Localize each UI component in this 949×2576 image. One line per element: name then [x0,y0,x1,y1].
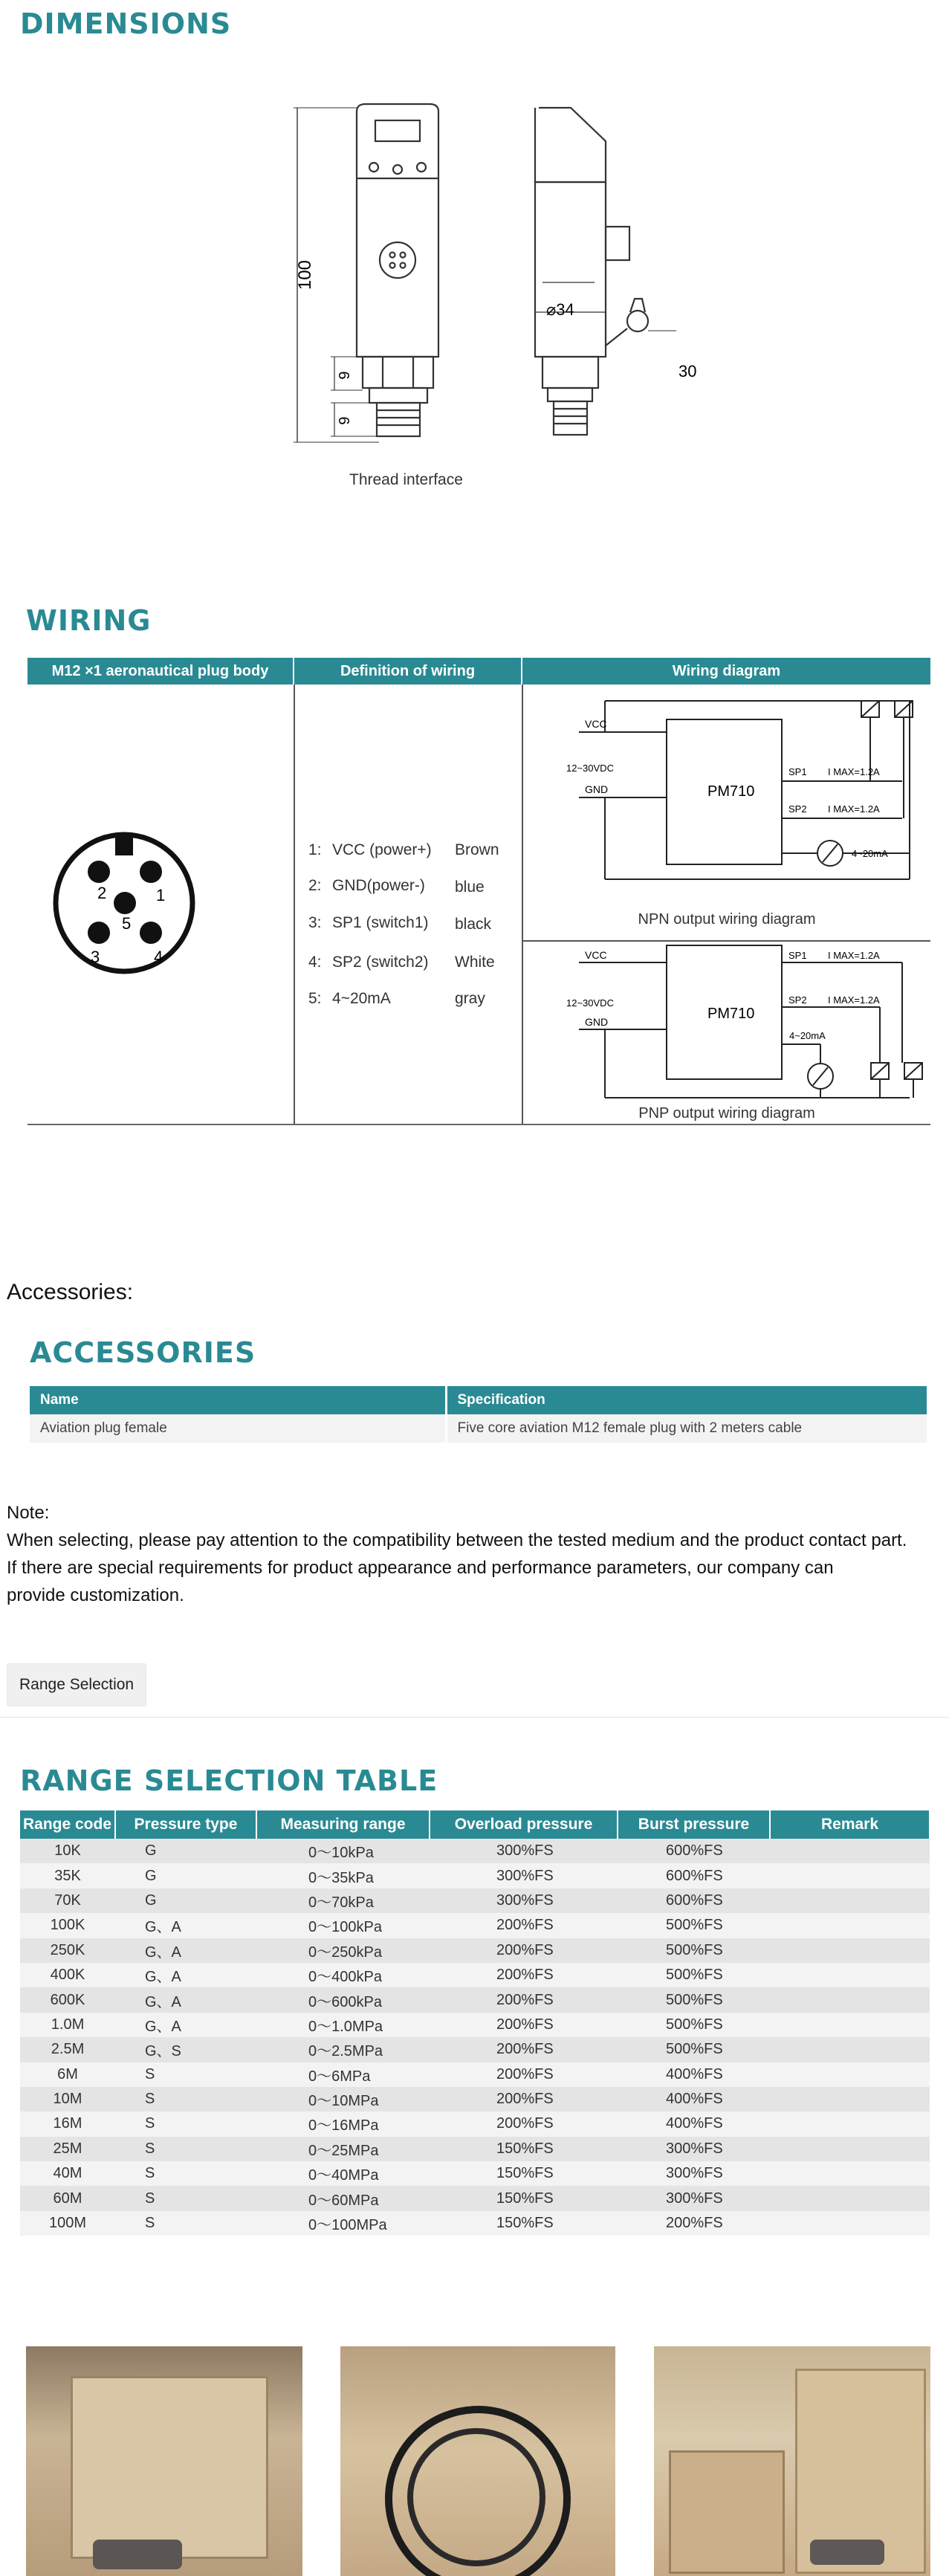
header-range-code: Range code [20,1810,115,1839]
table-row [20,2211,930,2236]
overload-pressure-cell: 200%FS [430,2111,618,2136]
range-code-cell: 600K [20,1987,115,2012]
npn-wiring-diagram [523,686,930,939]
measuring-range-cell: 0～35kPa [256,1863,430,1888]
remark-cell [770,2186,930,2210]
remark-cell [770,2062,930,2087]
note-line: When selecting, please pay attention to the compatibility between the tested medium and the product contact part. [7,1530,907,1550]
range-code-cell: 10M [20,2087,115,2111]
range-selection-table [20,1810,930,2236]
column-divider [294,685,295,1124]
dimension-drawing [275,97,751,498]
remark-cell [770,2013,930,2037]
table-row [20,2013,930,2037]
pin-definition: SP2 (switch2) [332,954,429,971]
pin-definition: 4~20mA [332,990,391,1007]
measuring-range-cell: 0～70kPa [256,1889,430,1913]
remark-cell [770,2137,930,2161]
accessories-title: ACCESSORIES [30,1336,256,1369]
measuring-range-cell: 0～100MPa [256,2211,430,2236]
range-code-cell: 100K [20,1913,115,1938]
pnp-wiring-diagram [523,944,930,1122]
remark-cell [770,2037,930,2062]
burst-pressure-cell: 500%FS [618,2013,770,2037]
pressure-type-cell: G、A [115,1938,256,1963]
burst-pressure-cell: 600%FS [618,1863,770,1888]
header-pressure-type: Pressure type [115,1810,256,1839]
accessory-spec: Five core aviation M12 female plug with 2 meters cable [446,1414,928,1443]
overload-pressure-cell: 200%FS [430,1987,618,2012]
pin-color: White [455,954,495,971]
pressure-type-cell: G、A [115,2013,256,2037]
burst-pressure-cell: 500%FS [618,1987,770,2012]
accessory-name: Aviation plug female [30,1414,446,1443]
pin-number: 2: [308,877,322,894]
burst-pressure-cell: 500%FS [618,1938,770,1963]
pnp-device-label: PM710 [707,1006,755,1022]
range-table-body [20,1839,930,2236]
npn-imax2-label: I MAX=1.2A [828,803,880,815]
wiring-header-diagram: Wiring diagram [522,658,930,685]
pressure-type-cell: G [115,1839,256,1863]
pressure-type-cell: G [115,1863,256,1888]
note-label: Note: [7,1503,50,1523]
burst-pressure-cell: 600%FS [618,1889,770,1913]
table-row [20,2111,930,2136]
overload-pressure-cell: 150%FS [430,2137,618,2161]
pin-color: blue [455,878,485,896]
table-row [20,2186,930,2210]
npn-sp1-label: SP1 [788,766,807,777]
overload-pressure-cell: 300%FS [430,1889,618,1913]
measuring-range-cell: 0～6MPa [256,2062,430,2087]
pressure-type-cell: G、A [115,1963,256,1987]
npn-vcc-label: VCC [585,718,607,730]
pressure-type-cell: G [115,1889,256,1913]
npn-gnd-label: GND [585,783,609,795]
range-code-cell: 16M [20,2111,115,2136]
measuring-range-cell: 0～400kPa [256,1963,430,1987]
measuring-range-cell: 0～60MPa [256,2186,430,2210]
pressure-type-cell: S [115,2186,256,2210]
pin-number: 3: [308,914,322,931]
table-row [20,1839,930,1863]
overload-pressure-cell: 200%FS [430,1938,618,1963]
pnp-vcc-label: VCC [585,949,607,961]
npn-sp2-label: SP2 [788,803,807,815]
pnp-sp2-label: SP2 [788,994,807,1006]
header-burst-pressure: Burst pressure [618,1810,770,1839]
pin-definition: GND(power-) [332,877,425,894]
pressure-type-cell: S [115,2161,256,2186]
header-remark: Remark [770,1810,930,1839]
wiring-title: WIRING [26,604,152,637]
range-code-cell: 400K [20,1963,115,1987]
measuring-range-cell: 0～100kPa [256,1913,430,1938]
pressure-type-cell: S [115,2137,256,2161]
thread-dimension: 9 [337,416,353,425]
pin-definition: VCC (power+) [332,841,432,858]
pressure-type-cell: G、A [115,1987,256,2012]
burst-pressure-cell: 300%FS [618,2137,770,2161]
table-row [20,1963,930,1987]
table-row [20,2137,930,2161]
pnp-ma-label: 4~20mA [789,1030,826,1041]
range-code-cell: 40M [20,2161,115,2186]
table-bottom-border [27,1124,930,1125]
diameter-dimension: ⌀34 [546,300,574,319]
remark-cell [770,2087,930,2111]
pin-color: Brown [455,841,499,858]
burst-pressure-cell: 500%FS [618,1913,770,1938]
burst-pressure-cell: 500%FS [618,2037,770,2062]
range-code-cell: 70K [20,1889,115,1913]
overload-pressure-cell: 150%FS [430,2211,618,2236]
measuring-range-cell: 0～10kPa [256,1839,430,1863]
burst-pressure-cell: 600%FS [618,1839,770,1863]
table-row [20,1938,930,1963]
measuring-range-cell: 0～10MPa [256,2087,430,2111]
pressure-type-cell: S [115,2111,256,2136]
height-dimension: 100 [295,259,315,291]
header-overload-pressure: Overload pressure [430,1810,618,1839]
burst-pressure-cell: 400%FS [618,2062,770,2087]
thread-interface-caption: Thread interface [349,471,463,488]
pin-definition: SP1 (switch1) [332,914,429,931]
range-selection-button[interactable]: Range Selection [7,1663,146,1706]
pnp-gnd-label: GND [585,1016,609,1028]
remark-cell [770,1839,930,1863]
product-and-cable-box-photo [654,2346,930,2576]
npn-caption: NPN output wiring diagram [638,911,816,928]
table-row [20,2087,930,2111]
wiring-table [27,658,930,1208]
measuring-range-cell: 0～600kPa [256,1987,430,2012]
range-code-cell: 2.5M [20,2037,115,2062]
range-code-cell: 250K [20,1938,115,1963]
overload-pressure-cell: 150%FS [430,2161,618,2186]
burst-pressure-cell: 400%FS [618,2087,770,2111]
pressure-type-cell: G、A [115,1913,256,1938]
table-row [20,2037,930,2062]
pin-number: 1: [308,841,322,858]
remark-cell [770,2111,930,2136]
overload-pressure-cell: 150%FS [430,2186,618,2210]
pin-color: black [455,916,492,933]
measuring-range-cell: 0～16MPa [256,2111,430,2136]
overload-pressure-cell: 300%FS [430,1839,618,1863]
pin-label: 5 [122,914,132,933]
m12-plug-pinout [50,829,198,977]
header-measuring-range: Measuring range [256,1810,430,1839]
accessories-table [30,1386,929,1443]
measuring-range-cell: 0～25MPa [256,2137,430,2161]
burst-pressure-cell: 300%FS [618,2186,770,2210]
pin-definition-row [308,841,322,859]
row-divider [522,940,930,942]
pressure-type-cell: S [115,2062,256,2087]
pin-label: 3 [91,948,100,966]
npn-ma-label: 4~20mA [852,848,888,859]
overload-pressure-cell: 300%FS [430,1863,618,1888]
note-line: If there are special requirements for product appearance and performance parameters, our company can [7,1558,834,1578]
pressure-type-cell: G、S [115,2037,256,2062]
range-code-cell: 1.0M [20,2013,115,2037]
range-code-cell: 6M [20,2062,115,2087]
measuring-range-cell: 0～40MPa [256,2161,430,2186]
note-block [7,1499,947,1609]
burst-pressure-cell: 500%FS [618,1963,770,1987]
accessories-header-name: Name [30,1386,446,1414]
overload-pressure-cell: 200%FS [430,1963,618,1987]
accessories-label: Accessories: [7,1280,134,1304]
table-row [20,2062,930,2087]
measuring-range-cell: 0～250kPa [256,1938,430,1963]
note-line: provide customization. [7,1585,184,1605]
product-in-box-photo [26,2346,302,2576]
pin-number: 5: [308,990,322,1007]
remark-cell [770,1889,930,1913]
side-dimension: 30 [678,362,697,381]
accessories-header-spec: Specification [446,1386,928,1414]
range-code-cell: 60M [20,2186,115,2210]
measuring-range-cell: 0～2.5MPa [256,2037,430,2062]
npn-supply-label: 12~30VDC [566,763,614,774]
pressure-type-cell: S [115,2087,256,2111]
remark-cell [770,1938,930,1963]
burst-pressure-cell: 200%FS [618,2211,770,2236]
wiring-header-definition: Definition of wiring [294,658,521,685]
burst-pressure-cell: 300%FS [618,2161,770,2186]
pin-label: 1 [156,886,166,904]
hex-dimension: 9 [337,371,353,380]
overload-pressure-cell: 200%FS [430,2087,618,2111]
accessories-header-row [30,1386,928,1414]
pin-number: 4: [308,954,322,971]
remark-cell [770,2211,930,2236]
range-code-cell: 10K [20,1839,115,1863]
overload-pressure-cell: 200%FS [430,2037,618,2062]
overload-pressure-cell: 200%FS [430,1913,618,1938]
remark-cell [770,1863,930,1888]
dimensions-title: DIMENSIONS [20,7,232,40]
range-code-cell: 100M [20,2211,115,2236]
table-row [30,1414,928,1443]
cable-in-box-photo [340,2346,615,2576]
overload-pressure-cell: 200%FS [430,2013,618,2037]
remark-cell [770,1963,930,1987]
measuring-range-cell: 0～1.0MPa [256,2013,430,2037]
pin-label: 2 [97,884,107,902]
pnp-sp1-label: SP1 [788,950,807,961]
pressure-type-cell: S [115,2211,256,2236]
pin-color: gray [455,990,485,1007]
table-row [20,2161,930,2186]
table-row [20,1889,930,1913]
overload-pressure-cell: 200%FS [430,2062,618,2087]
pnp-supply-label: 12~30VDC [566,997,614,1009]
range-code-cell: 25M [20,2137,115,2161]
burst-pressure-cell: 400%FS [618,2111,770,2136]
remark-cell [770,2161,930,2186]
pnp-imax2-label: I MAX=1.2A [828,994,880,1006]
table-row [20,1863,930,1888]
pin-label: 4 [154,948,163,966]
remark-cell [770,1987,930,2012]
pnp-caption: PNP output wiring diagram [638,1105,815,1122]
range-table-title: RANGE SELECTION TABLE [20,1764,438,1797]
pnp-imax1-label: I MAX=1.2A [828,950,880,961]
table-row [20,1913,930,1938]
npn-imax1-label: I MAX=1.2A [828,766,880,777]
remark-cell [770,1913,930,1938]
divider [0,1717,949,1718]
range-code-cell: 35K [20,1863,115,1888]
wiring-header-plug: M12 ×1 aeronautical plug body [27,658,293,685]
table-row [20,1987,930,2012]
range-header-row [20,1810,930,1839]
npn-device-label: PM710 [707,783,755,800]
